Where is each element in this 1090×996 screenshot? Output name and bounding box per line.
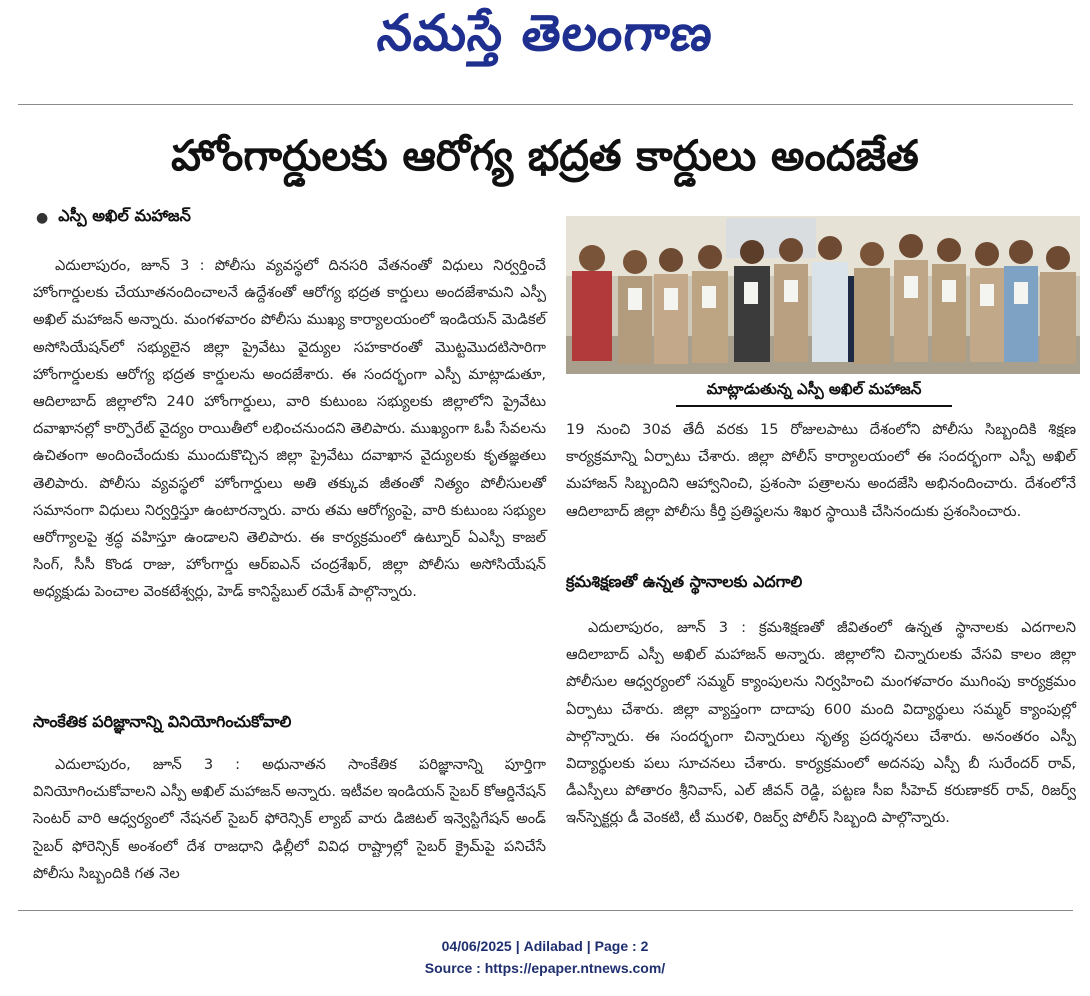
story3-heading: సాంకేతిక పరిజ్ఞానాన్ని వినియోగించుకోవాలి: [33, 712, 292, 731]
news-photo: [566, 216, 1080, 374]
footer-page: Page : 2: [594, 938, 649, 954]
divider-top: [18, 104, 1073, 105]
footer-date: 04/06/2025: [441, 938, 512, 954]
masthead: [0, 0, 1090, 78]
article-paragraph-continued: 19 నుంచి 30వ తేదీ వరకు 15 రోజులపాటు దేశంలోని పోలీసు సిబ్బందికి శిక్షణ కార్యక్రమాన్ని ఏర్పాటు చేశారు. జిల్లా పోలీస్ కార్యాలయంలో ఈ సందర్భంగా ఎస్పీ అఖిల్ మహాజన్ సిబ్బందిని ఆహ్వానించి, ప్రశంసా పత్రాలను అందజేసి అభినందించారు. దేశంలోనే ఆదిలాబాద్ జిల్లా పోలీసు కీర్తి ప్రతిష్ఠలను శిఖర స్థాయికి చేసినందుకు ప్రశంసించారు.: [566, 421, 1076, 520]
photo-caption: మాట్లాడుతున్న ఎస్పీ అఖిల్ మహాజన్: [676, 377, 952, 407]
article-headline: హోంగార్డులకు ఆరోగ్య భద్రత కార్డులు అందజేత: [171, 131, 919, 180]
group-photo-icon: [566, 216, 1080, 374]
footer-source[interactable]: Source : https://epaper.ntnews.com/: [424, 960, 666, 976]
byline-text: ఎస్పీ అఖిల్ మహాజన్: [58, 206, 191, 225]
article-body-right: [566, 416, 1076, 525]
footer-edition: Adilabad: [523, 938, 583, 954]
footer: [0, 935, 1090, 979]
newspaper-logo: నమస్తే తెలంగాణ: [374, 3, 717, 62]
story3-body: [33, 751, 546, 887]
byline: [36, 206, 191, 229]
bullet-icon: ●: [36, 209, 49, 226]
article-paragraph: ఎదులాపురం, జూన్ 3 : పోలీసు వ్యవస్థలో దినసరి వేతనంతో విధులు నిర్వర్తించే హోంగార్డులకు చేయూతనందించాలనే ఉద్దేశంతో ఆరోగ్య భద్రత కార్డులు అందజేశామని ఎస్పీ అఖిల్ మహాజన్ అన్నారు. మంగళవారం పోలీసు ముఖ్య కార్యాలయంలో ఇండియన్ మెడికల్ అసోసియేషన్‌లో సభ్యులైన జిల్లా ప్రైవేటు వైద్యుల సహకారంతో మొట్టమొదటిసారిగా హోంగార్డులకు ఆరోగ్య భద్రత కార్డులను అందజేశారు. ఈ సందర్భంగా ఎస్పీ మాట్లాడుతూ, ఆదిలాబాద్ జిల్లాలోని 240 హోంగార్డులు, వారి కుటుంబ సభ్యులకు జిల్లాలోని ప్రైవేటు దవాఖానల్లో కార్పొరేట్ వైద్యం రాయితీలో లభించనుందని తెలిపారు. ముఖ్యంగా ఓపీ సేవలను ఉచితంగా అందించేందుకు ముందుకొచ్చిన జిల్లా ప్రైవేటు దవాఖాన వైద్యులకు కృతజ్ఞతలు తెలిపారు. పోలీసు వ్యవస్థలో హోంగార్డులు అతి తక్కువ జీతంతో నిత్యం పోలీసులతో సమానంగా విధులు నిర్వర్తిస్తూ ఉంటారన్నారు. వారు తమ ఆరోగ్యంపై, వారి కుటుంబ సభ్యుల ఆరోగ్యాలపై శ్రద్ధ వహిస్తూ ఉండాలని తెలిపారు. ఈ కార్యక్రమంలో ఉట్నూర్ ఏఎస్పీ కాజల్ సింగ్, సీసీ కొండ రాజు, హోంగార్డు ఆర్ఐఎన్ చంద్రశేఖర్, జిల్లా పోలీసు అసోసియేషన్ అధ్యక్షుడు పెంచాల వెంకటేశ్వర్లు, హెడ్ కానిస్టేబుల్ రమేశ్ పాల్గొన్నారు.: [33, 257, 546, 601]
story2-paragraph: ఎదులాపురం, జూన్ 3 : క్రమశిక్షణతో జీవితంలో ఉన్నత స్థానాలకు ఎదగాలని ఆదిలాబాద్ ఎస్పీ అఖిల్ మహాజన్ అన్నారు. జిల్లాలోని చిన్నారులకు వేసవి కాలం జిల్లా పోలీసుల ఆధ్వర్యంలో సమ్మర్ క్యాంపులను నిర్వహించి మంగళవారం ముగింపు కార్యక్రమం ఏర్పాటు చేశారు. జిల్లా వ్యాప్తంగా దాదాపు 600 మంది విద్యార్థులు సమ్మర్ క్యాంపుల్లో పాల్గొన్నారు. ఈ సందర్భంగా చిన్నారులు నృత్య ప్రదర్శనలు చేశారు. అనంతరం ఎస్పీ విద్యార్థులకు పలు సూచనలు చేశారు. కార్యక్రమంలో అదనపు ఎస్పీ బీ సురేందర్ రావ్, డీఎస్పీలు పోతారం శ్రీనివాస్, ఎల్ జీవన్ రెడ్డి, పట్టణ సీఐ సీహెచ్ కరుణాకర్ రావ్, రిజర్వ్ ఇన్‌స్పెక్టర్లు డీ వెంకటి, టీ మురళి, రిజర్వ్ పోలీస్ సిబ్బంది పాల్గొన్నారు.: [566, 619, 1076, 827]
footer-meta: 04/06/2025 | Adilabad | Page : 2: [441, 938, 649, 954]
article-body-left: [33, 252, 546, 606]
story3-paragraph: ఎదులాపురం, జూన్ 3 : అధునాతన సాంకేతిక పరిజ్ఞానాన్ని పూర్తిగా వినియోగించుకోవాలని ఎస్పీ అఖిల్ మహాజన్ అన్నారు. ఇటీవల ఇండియన్ సైబర్ కోఆర్డినేషన్ సెంటర్ వారి ఆధ్వర్యంలో నేషనల్ సైబర్ ఫోరెన్సిక్ ల్యాబ్ వారు డిజిటల్ ఇన్వెస్టిగేషన్ అండ్ సైబర్ ఫోరెన్సిక్ అంశంలో దేశ రాజధాని ఢిల్లీలో వివిధ రాష్ట్రాల్లో సైబర్ క్రైమ్‌పై పనిచేసే పోలీసు సిబ్బందికి గత నెల: [33, 756, 546, 882]
divider-bottom: [18, 910, 1073, 911]
story2-body: [566, 614, 1076, 832]
story2-heading: క్రమశిక్షణతో ఉన్నత స్థానాలకు ఎదగాలి: [566, 572, 803, 591]
